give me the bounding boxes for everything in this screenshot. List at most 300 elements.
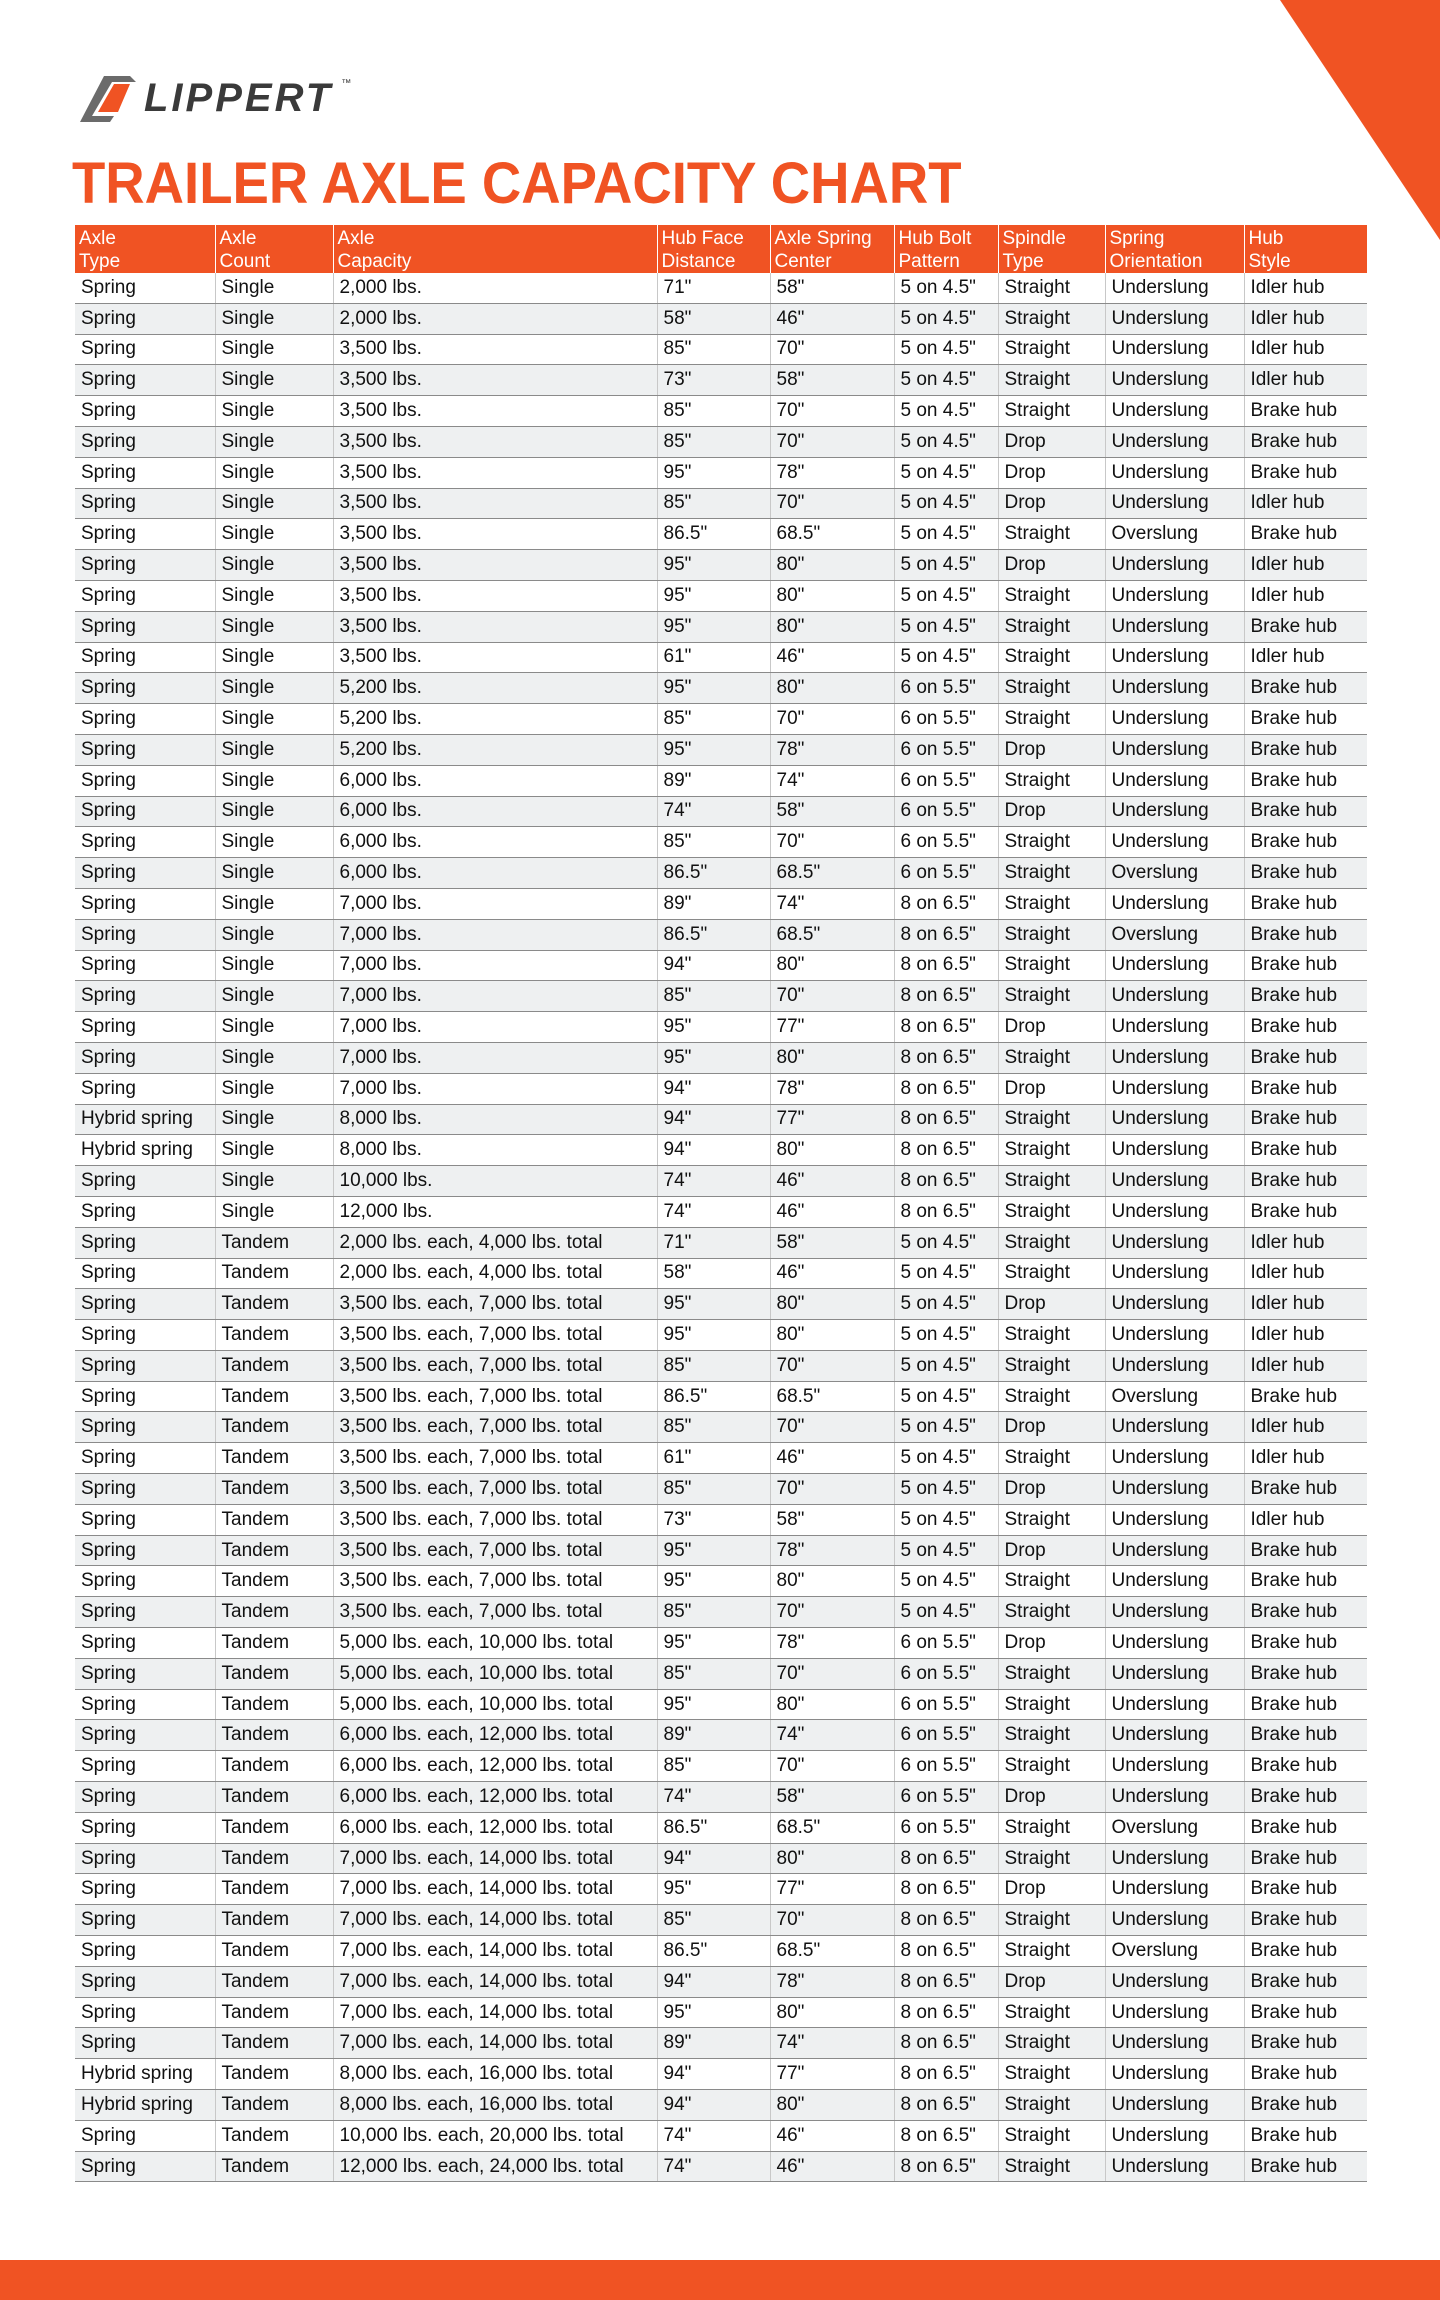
cell-axle-capacity: 3,500 lbs. — [333, 426, 657, 457]
cell-spindle-type: Straight — [998, 981, 1105, 1012]
column-header-hub-bolt-pattern — [894, 225, 998, 273]
cell-axle-capacity: 3,500 lbs. — [333, 611, 657, 642]
cell-hub-style: Idler hub — [1244, 303, 1367, 334]
cell-hub-face-distance: 85" — [657, 396, 770, 427]
cell-axle-count: Single — [215, 1196, 333, 1227]
cell-axle-spring-center: 80" — [770, 1843, 894, 1874]
cell-hub-style: Brake hub — [1244, 950, 1367, 981]
cell-hub-style: Brake hub — [1244, 1843, 1367, 1874]
cell-axle-capacity: 3,500 lbs. — [333, 457, 657, 488]
cell-axle-spring-center: 70" — [770, 1658, 894, 1689]
cell-hub-face-distance: 85" — [657, 704, 770, 735]
cell-axle-capacity: 5,200 lbs. — [333, 673, 657, 704]
cell-spindle-type: Straight — [998, 827, 1105, 858]
cell-hub-bolt-pattern: 8 on 6.5" — [894, 1104, 998, 1135]
table-row — [75, 919, 1367, 950]
cell-axle-type: Spring — [75, 1320, 215, 1351]
cell-hub-style: Idler hub — [1244, 1443, 1367, 1474]
cell-hub-bolt-pattern: 6 on 5.5" — [894, 1782, 998, 1813]
cell-axle-type: Hybrid spring — [75, 2059, 215, 2090]
cell-axle-capacity: 3,500 lbs. — [333, 580, 657, 611]
cell-axle-capacity: 3,500 lbs. each, 7,000 lbs. total — [333, 1504, 657, 1535]
cell-hub-bolt-pattern: 5 on 4.5" — [894, 303, 998, 334]
cell-spring-orientation: Underslung — [1105, 334, 1244, 365]
cell-axle-type: Spring — [75, 488, 215, 519]
cell-axle-spring-center: 70" — [770, 334, 894, 365]
cell-spring-orientation: Overslung — [1105, 1936, 1244, 1967]
table-row — [75, 981, 1367, 1012]
brand-logo — [74, 70, 351, 126]
cell-axle-spring-center: 70" — [770, 1905, 894, 1936]
cell-axle-type: Spring — [75, 1782, 215, 1813]
cell-hub-face-distance: 89" — [657, 765, 770, 796]
cell-axle-count: Single — [215, 981, 333, 1012]
cell-hub-bolt-pattern: 6 on 5.5" — [894, 1812, 998, 1843]
cell-spring-orientation: Underslung — [1105, 1258, 1244, 1289]
cell-axle-count: Tandem — [215, 1443, 333, 1474]
column-header-line: Type — [1002, 251, 1044, 272]
cell-hub-face-distance: 95" — [657, 1289, 770, 1320]
cell-hub-face-distance: 85" — [657, 827, 770, 858]
table-row — [75, 519, 1367, 550]
cell-axle-type: Spring — [75, 1566, 215, 1597]
column-header-line: Orientation — [1109, 251, 1203, 272]
column-header-line: Distance — [661, 251, 736, 272]
cell-axle-spring-center: 70" — [770, 1751, 894, 1782]
table-row — [75, 396, 1367, 427]
cell-spring-orientation: Underslung — [1105, 950, 1244, 981]
cell-hub-style: Brake hub — [1244, 2059, 1367, 2090]
column-header-hub-style — [1244, 225, 1367, 273]
cell-hub-bolt-pattern: 8 on 6.5" — [894, 1073, 998, 1104]
cell-hub-face-distance: 94" — [657, 1843, 770, 1874]
cell-hub-face-distance: 95" — [657, 1874, 770, 1905]
cell-hub-style: Brake hub — [1244, 981, 1367, 1012]
cell-hub-style: Brake hub — [1244, 457, 1367, 488]
cell-axle-type: Spring — [75, 1350, 215, 1381]
cell-axle-spring-center: 68.5" — [770, 1812, 894, 1843]
column-header-line: Hub Face — [661, 228, 744, 249]
cell-axle-capacity: 3,500 lbs. each, 7,000 lbs. total — [333, 1381, 657, 1412]
cell-axle-spring-center: 80" — [770, 673, 894, 704]
cell-hub-style: Brake hub — [1244, 519, 1367, 550]
cell-axle-count: Tandem — [215, 1997, 333, 2028]
cell-hub-style: Brake hub — [1244, 1751, 1367, 1782]
cell-hub-face-distance: 94" — [657, 1104, 770, 1135]
cell-axle-type: Spring — [75, 1936, 215, 1967]
cell-spindle-type: Straight — [998, 519, 1105, 550]
cell-axle-count: Single — [215, 365, 333, 396]
cell-axle-count: Single — [215, 858, 333, 889]
cell-hub-bolt-pattern: 5 on 4.5" — [894, 1227, 998, 1258]
cell-axle-count: Tandem — [215, 1350, 333, 1381]
cell-hub-bolt-pattern: 5 on 4.5" — [894, 334, 998, 365]
column-header-line: Axle — [219, 228, 257, 249]
cell-hub-face-distance: 85" — [657, 1751, 770, 1782]
cell-axle-type: Spring — [75, 303, 215, 334]
cell-axle-capacity: 6,000 lbs. each, 12,000 lbs. total — [333, 1812, 657, 1843]
table-row — [75, 2059, 1367, 2090]
cell-spindle-type: Straight — [998, 1812, 1105, 1843]
cell-hub-face-distance: 74" — [657, 1196, 770, 1227]
table-row — [75, 858, 1367, 889]
cell-hub-face-distance: 86.5" — [657, 858, 770, 889]
cell-axle-spring-center: 80" — [770, 1566, 894, 1597]
cell-hub-style: Idler hub — [1244, 334, 1367, 365]
table-row — [75, 488, 1367, 519]
column-header-line: Axle Spring — [774, 228, 872, 249]
table-row — [75, 1905, 1367, 1936]
cell-axle-spring-center: 68.5" — [770, 858, 894, 889]
cell-hub-face-distance: 74" — [657, 2120, 770, 2151]
cell-spindle-type: Straight — [998, 673, 1105, 704]
cell-axle-spring-center: 80" — [770, 580, 894, 611]
cell-spring-orientation: Underslung — [1105, 396, 1244, 427]
cell-axle-count: Tandem — [215, 1936, 333, 1967]
cell-axle-capacity: 3,500 lbs. — [333, 334, 657, 365]
table-row — [75, 734, 1367, 765]
cell-axle-spring-center: 68.5" — [770, 1381, 894, 1412]
cell-axle-count: Single — [215, 550, 333, 581]
cell-axle-count: Single — [215, 396, 333, 427]
cell-axle-count: Single — [215, 950, 333, 981]
cell-axle-count: Single — [215, 704, 333, 735]
cell-spindle-type: Straight — [998, 704, 1105, 735]
cell-spring-orientation: Underslung — [1105, 1535, 1244, 1566]
cell-spring-orientation: Underslung — [1105, 1689, 1244, 1720]
table-row — [75, 273, 1367, 303]
column-header-axle-capacity — [333, 225, 657, 273]
cell-axle-spring-center: 77" — [770, 1874, 894, 1905]
cell-hub-style: Brake hub — [1244, 396, 1367, 427]
cell-axle-spring-center: 46" — [770, 303, 894, 334]
cell-axle-capacity: 3,500 lbs. each, 7,000 lbs. total — [333, 1535, 657, 1566]
cell-axle-count: Single — [215, 334, 333, 365]
cell-axle-capacity: 7,000 lbs. each, 14,000 lbs. total — [333, 1997, 657, 2028]
cell-hub-bolt-pattern: 6 on 5.5" — [894, 827, 998, 858]
cell-axle-type: Spring — [75, 1535, 215, 1566]
cell-axle-type: Spring — [75, 1843, 215, 1874]
cell-spindle-type: Straight — [998, 1227, 1105, 1258]
cell-spring-orientation: Underslung — [1105, 1412, 1244, 1443]
cell-axle-capacity: 10,000 lbs. each, 20,000 lbs. total — [333, 2120, 657, 2151]
cell-axle-type: Spring — [75, 858, 215, 889]
cell-axle-count: Tandem — [215, 1227, 333, 1258]
cell-hub-style: Idler hub — [1244, 488, 1367, 519]
cell-hub-bolt-pattern: 6 on 5.5" — [894, 734, 998, 765]
cell-spindle-type: Straight — [998, 334, 1105, 365]
column-header-line: Style — [1248, 251, 1291, 272]
cell-axle-count: Single — [215, 796, 333, 827]
cell-hub-style: Brake hub — [1244, 1658, 1367, 1689]
table-row — [75, 1166, 1367, 1197]
cell-hub-style: Idler hub — [1244, 1227, 1367, 1258]
cell-axle-capacity: 3,500 lbs. — [333, 365, 657, 396]
table-row — [75, 796, 1367, 827]
brand-name: LIPPERT — [144, 75, 334, 120]
cell-spindle-type: Straight — [998, 1443, 1105, 1474]
cell-axle-type: Spring — [75, 950, 215, 981]
cell-hub-face-distance: 85" — [657, 1474, 770, 1505]
page-title: TRAILER AXLE CAPACITY CHART — [72, 151, 962, 216]
cell-spring-orientation: Underslung — [1105, 1997, 1244, 2028]
cell-axle-capacity: 3,500 lbs. — [333, 642, 657, 673]
cell-spindle-type: Straight — [998, 2151, 1105, 2182]
cell-axle-count: Tandem — [215, 1289, 333, 1320]
table-row — [75, 1812, 1367, 1843]
cell-spindle-type: Straight — [998, 365, 1105, 396]
cell-axle-type: Spring — [75, 1504, 215, 1535]
table-row — [75, 1042, 1367, 1073]
cell-hub-face-distance: 95" — [657, 611, 770, 642]
cell-axle-count: Single — [215, 827, 333, 858]
cell-spindle-type: Straight — [998, 1997, 1105, 2028]
cell-axle-count: Single — [215, 611, 333, 642]
cell-axle-spring-center: 78" — [770, 1535, 894, 1566]
cell-axle-capacity: 12,000 lbs. — [333, 1196, 657, 1227]
cell-hub-style: Idler hub — [1244, 273, 1367, 303]
table-row — [75, 2151, 1367, 2182]
cell-hub-bolt-pattern: 8 on 6.5" — [894, 1042, 998, 1073]
cell-axle-spring-center: 77" — [770, 2059, 894, 2090]
cell-spindle-type: Straight — [998, 1135, 1105, 1166]
cell-axle-spring-center: 80" — [770, 1997, 894, 2028]
cell-axle-count: Tandem — [215, 2059, 333, 2090]
cell-spring-orientation: Underslung — [1105, 1196, 1244, 1227]
cell-hub-bolt-pattern: 6 on 5.5" — [894, 1658, 998, 1689]
cell-axle-count: Tandem — [215, 1412, 333, 1443]
cell-axle-count: Tandem — [215, 1720, 333, 1751]
cell-hub-bolt-pattern: 5 on 4.5" — [894, 457, 998, 488]
cell-hub-bolt-pattern: 5 on 4.5" — [894, 1258, 998, 1289]
cell-hub-style: Brake hub — [1244, 1597, 1367, 1628]
table-row — [75, 1474, 1367, 1505]
cell-axle-spring-center: 78" — [770, 1628, 894, 1659]
cell-hub-face-distance: 85" — [657, 1350, 770, 1381]
cell-hub-face-distance: 95" — [657, 1320, 770, 1351]
cell-spindle-type: Straight — [998, 1720, 1105, 1751]
cell-spindle-type: Drop — [998, 1412, 1105, 1443]
cell-spindle-type: Drop — [998, 1874, 1105, 1905]
column-header-line: Axle — [79, 228, 116, 249]
cell-axle-count: Tandem — [215, 1628, 333, 1659]
cell-axle-type: Spring — [75, 426, 215, 457]
cell-axle-count: Tandem — [215, 1905, 333, 1936]
column-header-axle-type — [75, 225, 215, 273]
cell-hub-style: Brake hub — [1244, 611, 1367, 642]
cell-axle-capacity: 7,000 lbs. — [333, 1042, 657, 1073]
cell-spindle-type: Drop — [998, 1628, 1105, 1659]
cell-spindle-type: Straight — [998, 1597, 1105, 1628]
cell-axle-count: Tandem — [215, 1689, 333, 1720]
cell-axle-spring-center: 46" — [770, 642, 894, 673]
cell-hub-style: Brake hub — [1244, 765, 1367, 796]
cell-axle-type: Spring — [75, 704, 215, 735]
cell-axle-capacity: 7,000 lbs. each, 14,000 lbs. total — [333, 1843, 657, 1874]
cell-axle-spring-center: 78" — [770, 734, 894, 765]
table-row — [75, 765, 1367, 796]
cell-hub-bolt-pattern: 8 on 6.5" — [894, 1135, 998, 1166]
cell-hub-face-distance: 85" — [657, 981, 770, 1012]
cell-hub-bolt-pattern: 8 on 6.5" — [894, 950, 998, 981]
cell-axle-type: Spring — [75, 457, 215, 488]
cell-spindle-type: Straight — [998, 611, 1105, 642]
cell-axle-type: Spring — [75, 580, 215, 611]
cell-axle-type: Spring — [75, 1042, 215, 1073]
cell-axle-capacity: 7,000 lbs. each, 14,000 lbs. total — [333, 1966, 657, 1997]
cell-axle-type: Spring — [75, 519, 215, 550]
cell-axle-count: Tandem — [215, 1843, 333, 1874]
cell-spring-orientation: Underslung — [1105, 1289, 1244, 1320]
cell-spindle-type: Straight — [998, 1658, 1105, 1689]
cell-spindle-type: Straight — [998, 1689, 1105, 1720]
cell-hub-style: Brake hub — [1244, 1196, 1367, 1227]
cell-axle-count: Tandem — [215, 2028, 333, 2059]
cell-hub-bolt-pattern: 8 on 6.5" — [894, 981, 998, 1012]
cell-axle-spring-center: 58" — [770, 273, 894, 303]
cell-spring-orientation: Underslung — [1105, 611, 1244, 642]
cell-axle-spring-center: 70" — [770, 1597, 894, 1628]
cell-spindle-type: Straight — [998, 642, 1105, 673]
column-header-spring-orientation — [1105, 225, 1244, 273]
table-row — [75, 1258, 1367, 1289]
cell-axle-capacity: 6,000 lbs. — [333, 796, 657, 827]
cell-hub-face-distance: 74" — [657, 796, 770, 827]
cell-hub-bolt-pattern: 5 on 4.5" — [894, 396, 998, 427]
table-row — [75, 550, 1367, 581]
cell-axle-type: Spring — [75, 365, 215, 396]
cell-axle-spring-center: 80" — [770, 2090, 894, 2121]
cell-axle-spring-center: 70" — [770, 488, 894, 519]
cell-hub-face-distance: 85" — [657, 1905, 770, 1936]
cell-spring-orientation: Underslung — [1105, 303, 1244, 334]
cell-hub-bolt-pattern: 5 on 4.5" — [894, 1535, 998, 1566]
cell-spring-orientation: Underslung — [1105, 1443, 1244, 1474]
cell-spring-orientation: Underslung — [1105, 1135, 1244, 1166]
cell-axle-type: Spring — [75, 1289, 215, 1320]
cell-axle-capacity: 5,200 lbs. — [333, 704, 657, 735]
cell-spindle-type: Straight — [998, 1843, 1105, 1874]
cell-spindle-type: Straight — [998, 303, 1105, 334]
cell-hub-bolt-pattern: 8 on 6.5" — [894, 919, 998, 950]
cell-hub-face-distance: 95" — [657, 550, 770, 581]
cell-hub-face-distance: 61" — [657, 642, 770, 673]
cell-axle-type: Spring — [75, 1689, 215, 1720]
cell-axle-capacity: 3,500 lbs. each, 7,000 lbs. total — [333, 1566, 657, 1597]
cell-axle-capacity: 7,000 lbs. — [333, 1073, 657, 1104]
cell-axle-capacity: 2,000 lbs. each, 4,000 lbs. total — [333, 1227, 657, 1258]
cell-hub-face-distance: 95" — [657, 1042, 770, 1073]
cell-spindle-type: Straight — [998, 2120, 1105, 2151]
cell-spring-orientation: Underslung — [1105, 1073, 1244, 1104]
cell-hub-style: Brake hub — [1244, 673, 1367, 704]
cell-spindle-type: Straight — [998, 858, 1105, 889]
axle-capacity-table — [75, 225, 1367, 2182]
cell-axle-count: Single — [215, 457, 333, 488]
cell-spring-orientation: Underslung — [1105, 1966, 1244, 1997]
cell-hub-face-distance: 74" — [657, 1782, 770, 1813]
cell-axle-type: Spring — [75, 1597, 215, 1628]
cell-hub-face-distance: 74" — [657, 2151, 770, 2182]
cell-spring-orientation: Underslung — [1105, 1751, 1244, 1782]
cell-axle-count: Single — [215, 488, 333, 519]
cell-hub-style: Idler hub — [1244, 365, 1367, 396]
cell-hub-bolt-pattern: 8 on 6.5" — [894, 1196, 998, 1227]
cell-hub-bolt-pattern: 8 on 6.5" — [894, 2151, 998, 2182]
cell-hub-face-distance: 94" — [657, 2059, 770, 2090]
cell-axle-capacity: 6,000 lbs. each, 12,000 lbs. total — [333, 1720, 657, 1751]
cell-hub-face-distance: 89" — [657, 2028, 770, 2059]
cell-spring-orientation: Underslung — [1105, 888, 1244, 919]
cell-hub-bolt-pattern: 8 on 6.5" — [894, 1966, 998, 1997]
table-row — [75, 1012, 1367, 1043]
cell-hub-style: Brake hub — [1244, 1012, 1367, 1043]
cell-spindle-type: Drop — [998, 734, 1105, 765]
cell-hub-bolt-pattern: 8 on 6.5" — [894, 2059, 998, 2090]
cell-spindle-type: Straight — [998, 2059, 1105, 2090]
cell-hub-style: Brake hub — [1244, 1104, 1367, 1135]
cell-hub-face-distance: 86.5" — [657, 1812, 770, 1843]
cell-axle-capacity: 3,500 lbs. each, 7,000 lbs. total — [333, 1597, 657, 1628]
cell-axle-type: Spring — [75, 1412, 215, 1443]
cell-spring-orientation: Underslung — [1105, 642, 1244, 673]
cell-hub-bolt-pattern: 5 on 4.5" — [894, 1350, 998, 1381]
cell-hub-face-distance: 85" — [657, 488, 770, 519]
cell-axle-capacity: 5,000 lbs. each, 10,000 lbs. total — [333, 1689, 657, 1720]
cell-hub-face-distance: 95" — [657, 1689, 770, 1720]
cell-axle-count: Tandem — [215, 1320, 333, 1351]
cell-axle-capacity: 7,000 lbs. each, 14,000 lbs. total — [333, 1936, 657, 1967]
table-row — [75, 1843, 1367, 1874]
cell-spindle-type: Drop — [998, 1289, 1105, 1320]
cell-axle-spring-center: 70" — [770, 704, 894, 735]
cell-hub-style: Brake hub — [1244, 888, 1367, 919]
column-header-line: Count — [219, 251, 271, 272]
cell-spring-orientation: Overslung — [1105, 1812, 1244, 1843]
cell-spindle-type: Drop — [998, 1966, 1105, 1997]
table-row — [75, 1196, 1367, 1227]
cell-spindle-type: Straight — [998, 580, 1105, 611]
cell-hub-face-distance: 95" — [657, 1012, 770, 1043]
cell-spring-orientation: Underslung — [1105, 457, 1244, 488]
cell-hub-bolt-pattern: 5 on 4.5" — [894, 273, 998, 303]
cell-hub-style: Brake hub — [1244, 2028, 1367, 2059]
cell-spring-orientation: Underslung — [1105, 1042, 1244, 1073]
cell-axle-spring-center: 74" — [770, 1720, 894, 1751]
cell-axle-spring-center: 70" — [770, 827, 894, 858]
cell-spring-orientation: Underslung — [1105, 2120, 1244, 2151]
table-row — [75, 334, 1367, 365]
table-header-row — [75, 225, 1367, 273]
cell-axle-type: Spring — [75, 1966, 215, 1997]
cell-hub-bolt-pattern: 6 on 5.5" — [894, 1751, 998, 1782]
cell-axle-count: Tandem — [215, 1474, 333, 1505]
cell-axle-count: Tandem — [215, 1258, 333, 1289]
cell-hub-face-distance: 95" — [657, 1535, 770, 1566]
cell-hub-bolt-pattern: 5 on 4.5" — [894, 1443, 998, 1474]
column-header-line: Hub — [1248, 228, 1284, 249]
cell-hub-face-distance: 89" — [657, 1720, 770, 1751]
cell-spindle-type: Straight — [998, 273, 1105, 303]
cell-hub-face-distance: 61" — [657, 1443, 770, 1474]
cell-spindle-type: Straight — [998, 1320, 1105, 1351]
cell-spring-orientation: Underslung — [1105, 2028, 1244, 2059]
cell-hub-style: Brake hub — [1244, 1812, 1367, 1843]
cell-spring-orientation: Underslung — [1105, 365, 1244, 396]
table-row — [75, 457, 1367, 488]
cell-hub-bolt-pattern: 8 on 6.5" — [894, 1905, 998, 1936]
cell-hub-face-distance: 95" — [657, 580, 770, 611]
